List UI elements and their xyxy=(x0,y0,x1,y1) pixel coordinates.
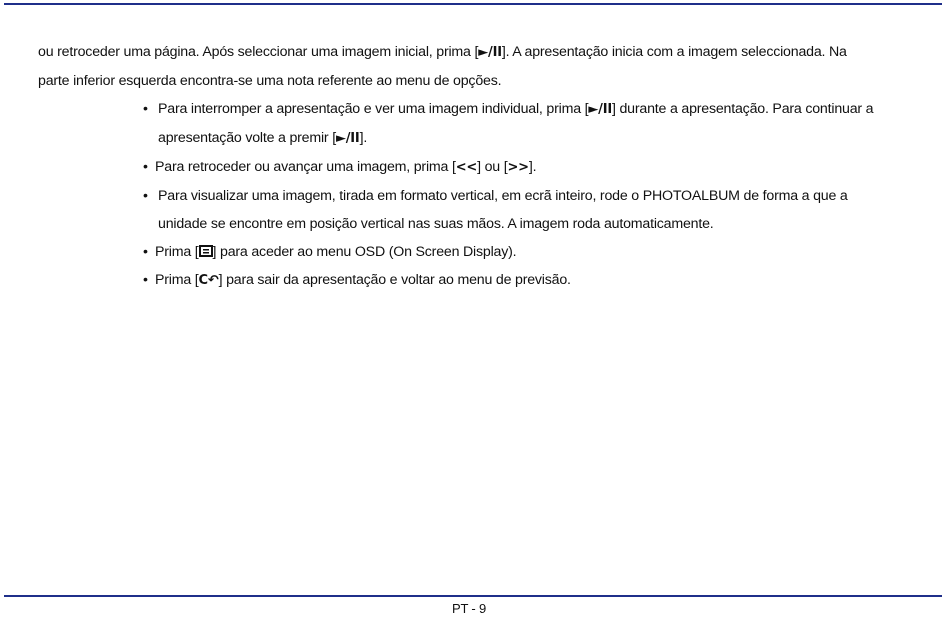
list-item-text: Prima [ xyxy=(155,272,199,288)
list-item-text: ] para sair da apresentação e voltar ao menu de previsão. xyxy=(218,272,571,288)
bullet-icon: • xyxy=(143,101,148,117)
list-item-text: Para visualizar uma imagem, tirada em formato vertical, em ecrã inteiro, rode o PHOTOALBUM de forma a que a xyxy=(158,188,848,204)
intro-line1-end: ]. A apresentação inicia com a imagem seleccionada. Na xyxy=(501,44,847,60)
top-rule xyxy=(4,3,942,5)
list-item-text: ] durante a apresentação. Para continuar a xyxy=(612,101,874,117)
list-item xyxy=(143,153,938,182)
list-item xyxy=(143,182,938,238)
bullet-icon: • xyxy=(143,159,148,175)
list-item-text: apresentação volte a premir [ xyxy=(158,130,336,146)
return-symbol: C↶ xyxy=(198,273,219,288)
document-body xyxy=(38,38,938,295)
list-item-text: ] para aceder ao menu OSD (On Screen Display). xyxy=(212,244,517,260)
list-item-text: ]. xyxy=(528,159,537,175)
rewind-symbol: << xyxy=(455,160,478,175)
list-item xyxy=(143,238,938,266)
bullet-icon: • xyxy=(143,188,148,204)
list-item-text: Prima [ xyxy=(155,244,199,260)
list-item xyxy=(143,95,938,153)
forward-symbol: >> xyxy=(507,160,529,175)
instruction-list xyxy=(38,95,938,295)
play-pause-symbol: ►/II xyxy=(588,102,612,117)
intro-line2: parte inferior esquerda encontra-se uma nota referente ao menu de opções. xyxy=(38,73,502,89)
page-number: PT - 9 xyxy=(452,601,486,616)
play-pause-symbol: ►/II xyxy=(335,131,360,146)
bullet-icon: • xyxy=(143,272,148,288)
list-item-text: ] ou [ xyxy=(477,159,508,175)
list-item-text: unidade se encontre em posição vertical nas suas mãos. A imagem roda automaticamente. xyxy=(158,216,714,232)
menu-icon xyxy=(199,245,213,257)
list-item-text: Para retroceder ou avançar uma imagem, prima [ xyxy=(155,159,456,175)
intro-paragraph xyxy=(38,38,938,95)
list-item xyxy=(143,266,938,295)
bullet-icon: • xyxy=(143,244,148,260)
play-pause-symbol: ►/II xyxy=(478,45,502,60)
list-item-text: Para interromper a apresentação e ver uma imagem individual, prima [ xyxy=(158,101,589,117)
intro-line1: ou retroceder uma página. Após seleccionar uma imagem inicial, prima [ xyxy=(38,44,479,60)
list-item-text: ]. xyxy=(359,130,368,146)
bottom-rule xyxy=(4,595,942,597)
